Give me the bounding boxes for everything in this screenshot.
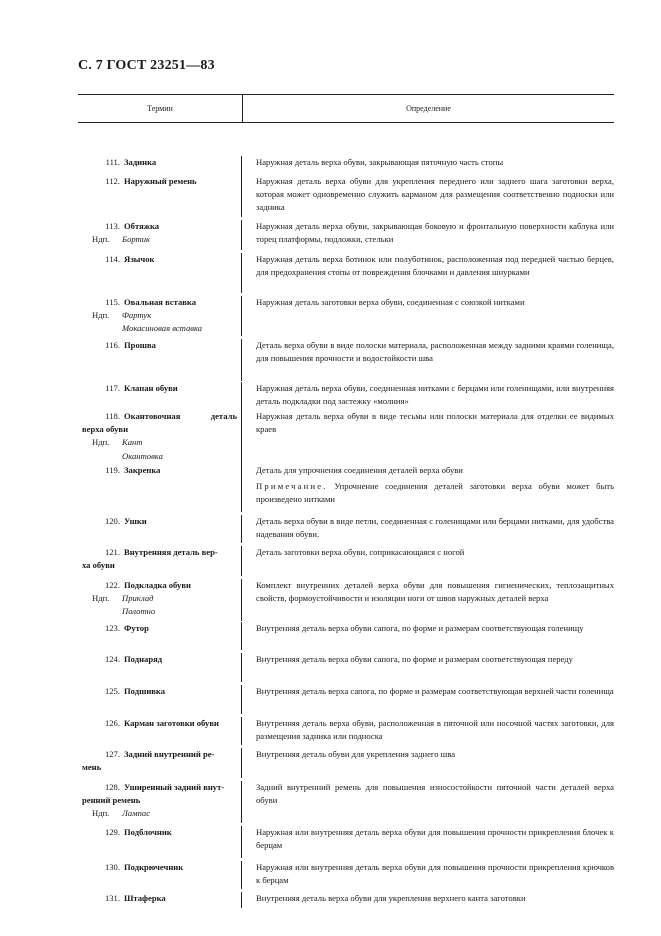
table-row: 117. Клапан обуви Наружная деталь верха обуви, соединенная нитками с берцами или голенищами, или внутренняя деталь подкладки под застежку «молния» bbox=[78, 381, 614, 410]
definition: Наружная деталь заготовки верха обуви, соединенная с союзкой нитками bbox=[256, 297, 525, 307]
table-row: 122. Подкладка обуви Ндп. Приклад Полотно Комплект внутренних деталей верха обуви для повышения гигиенических, теплозащитных свойств, формоустойчивости и изоляции ноги от швов наружных деталей верха bbox=[78, 576, 614, 621]
definition: Деталь верха обуви в виде полоски материала, расположенная между задними краями голенища, для повышения прочности и водостойкости шва bbox=[256, 340, 614, 364]
term: Окантовочная bbox=[124, 411, 181, 421]
definition: Внутренняя деталь верха обуви для укрепления верхнего канта заготовки bbox=[256, 893, 526, 903]
page-header: С. 7 ГОСТ 23251—83 bbox=[78, 58, 215, 73]
table-header-row bbox=[78, 94, 614, 123]
term: Обтяжка bbox=[124, 221, 160, 231]
definition: Внутренняя деталь обуви для укрепления заднего шва bbox=[256, 749, 456, 759]
table-row: 119. Закрепка Деталь для упрочнения соединения деталей верха обуви Примечание. Упрочнение соединения деталей заготовки верха обуви может быть произведено нитками bbox=[78, 464, 614, 512]
table-row: 124. Поднаряд Внутренняя деталь верха обуви сапога, по форме и размерам соответствующая переду bbox=[78, 650, 614, 682]
term-continuation: ренний ремень bbox=[82, 795, 141, 806]
non-recommended-synonym: Ндп. Кант bbox=[92, 437, 143, 448]
term: Овальная вставка bbox=[124, 297, 197, 307]
term: Штаферка bbox=[124, 893, 166, 903]
term: Футор bbox=[124, 623, 149, 633]
non-recommended-synonym: Мокасиновая вставка bbox=[122, 323, 203, 334]
table-row: 111. Задинка Наружная деталь верха обуви, закрывающая пяточную часть стопы bbox=[78, 123, 614, 175]
table-row: 125. Подшивка Внутренняя деталь верха сапога, по форме и размерам соответствующая верхней части голенища bbox=[78, 682, 614, 714]
non-recommended-synonym: Ндп. Лампас bbox=[92, 808, 151, 819]
table-row: 128. Уширенный задний внут- ренний ремень Ндп. Лампас Задний внутренний ремень для повышения износостойкости пяточной части деталей верха обуви bbox=[78, 778, 614, 823]
term: Закрепка bbox=[124, 465, 161, 475]
definition: Внутренняя деталь верха обуви, расположенная в пяточной или носочной частях заготовки, для размещения задника или подноска bbox=[256, 718, 614, 742]
table-row: 123. Футор Внутренняя деталь верха обуви сапога, по форме и размерам соответствующая голенищу bbox=[78, 621, 614, 650]
column-header-term: Термин bbox=[78, 95, 243, 122]
table-row: 130. Подкрючечник Наружная или внутренняя деталь верха обуви для повышения прочности прикрепления крючков к берцам bbox=[78, 858, 614, 889]
column-header-definition: Определение bbox=[406, 104, 451, 113]
term: Задний внутренний ре- bbox=[124, 749, 215, 759]
term: Прошва bbox=[124, 340, 156, 350]
definition: Внутренняя деталь верха обуви сапога, по форме и размерам соответствующая переду bbox=[256, 654, 573, 664]
definition: Наружная деталь верха обуви для укрепления переднего или заднего шага заготовки верха, которая может одновременно служить карманом для размещения соответственно подноски или задника bbox=[256, 176, 614, 213]
terms-table bbox=[78, 94, 614, 908]
note: Примечание. Упрочнение соединения деталей заготовки верха обуви может быть произведено нитками bbox=[256, 481, 614, 505]
definition: Наружная деталь верха обуви, закрывающая боковую и фронтальную поверхности каблука или торец платформы, подложки, стельки bbox=[256, 221, 614, 245]
term: Задинка bbox=[124, 157, 157, 167]
table-row: 112. Наружный ремень Наружная деталь верха обуви для укрепления переднего или заднего шага заготовки верха, которая может одновременно служить карманом для размещения соответственно подноски или задника bbox=[78, 175, 614, 217]
definition: Внутренняя деталь верха сапога, по форме и размерам соответствующая верхней части голенища bbox=[256, 686, 614, 696]
definition: Наружная деталь верха ботинок или полуботинок, расположенная под передней частью берцев, для предохранения стопы от повреждения блочками и давления шнурками bbox=[256, 254, 614, 278]
table-row: 118. Окантовочная деталь верха обуви Ндп. Кант Окантовка Наружная деталь верха обуви в виде тесьмы или полоски материала для отделки ее видимых краев bbox=[78, 410, 614, 464]
term: Карман заготовки обуви bbox=[124, 718, 219, 728]
term: Подкладка обуви bbox=[124, 580, 191, 590]
table-row: 113. Обтяжка Ндп. Бортик Наружная деталь верха обуви, закрывающая боковую и фронтальную поверхности каблука или торец платформы, подложки, стельки bbox=[78, 217, 614, 250]
definition: Деталь верха обуви в виде петли, соединенная с голенищами или берцами нитками, для удобства надевания обуви. bbox=[256, 516, 614, 540]
definition: Комплект внутренних деталей верха обуви для повышения гигиенических, теплозащитных свойств, формоустойчивости и изоляции ноги от швов наружных деталей верха bbox=[256, 580, 614, 604]
definition: Наружная или внутренняя деталь верха обуви для повышения прочности прикрепления блочек к берцам bbox=[256, 827, 614, 851]
definition: Деталь для упрочнения соединения деталей верха обуви bbox=[256, 465, 463, 475]
term: Ушки bbox=[124, 516, 147, 526]
definition: Наружная деталь верха обуви в виде тесьмы или полоски материала для отделки ее видимых краев bbox=[256, 411, 614, 435]
definition: Внутренняя деталь верха обуви сапога, по форме и размерам соответствующая голенищу bbox=[256, 623, 584, 633]
table-row: 127. Задний внутренний ре- мень Внутренняя деталь обуви для укрепления заднего шва bbox=[78, 745, 614, 778]
table-row: 129. Подблочник Наружная или внутренняя деталь верха обуви для повышения прочности прикрепления блочек к берцам bbox=[78, 823, 614, 858]
term-continuation: мень bbox=[82, 762, 102, 773]
non-recommended-synonym: Полотно bbox=[122, 606, 156, 617]
non-recommended-synonym: Ндп. Фартук bbox=[92, 310, 152, 321]
term: Язычок bbox=[124, 254, 155, 264]
non-recommended-synonym: Ндп. Приклад bbox=[92, 593, 154, 604]
term-continuation: верха обуви bbox=[82, 424, 129, 435]
term: Подкрючечник bbox=[124, 862, 184, 872]
term: Клапан обуви bbox=[124, 383, 178, 393]
definition: Наружная деталь верха обуви, соединенная нитками с берцами или голенищами, или внутренняя деталь подкладки под застежку «молния» bbox=[256, 383, 614, 407]
definition: Задний внутренний ремень для повышения износостойкости пяточной части деталей верха обуви bbox=[256, 782, 614, 806]
table-row: 114. Язычок Наружная деталь верха ботинок или полуботинок, расположенная под передней частью берцев, для предохранения стопы от повреждения блочками и давления шнурками bbox=[78, 250, 614, 293]
non-recommended-synonym: Ндп. Бортик bbox=[92, 234, 151, 245]
term: Внутренняя деталь вер- bbox=[124, 547, 218, 557]
term: Поднаряд bbox=[124, 654, 163, 664]
table-row: 131. Штаферка Внутренняя деталь верха обуви для укрепления верхнего канта заготовки bbox=[78, 889, 614, 908]
table-row: 116. Прошва Деталь верха обуви в виде полоски материала, расположенная между задними краями голенища, для повышения прочности и водостойкости шва bbox=[78, 336, 614, 381]
term: Подблочник bbox=[124, 827, 172, 837]
definition: Наружная или внутренняя деталь верха обуви для повышения прочности прикрепления крючков к берцам bbox=[256, 862, 614, 886]
table-row: 120. Ушки Деталь верха обуви в виде петли, соединенная с голенищами или берцами нитками, для удобства надевания обуви. bbox=[78, 512, 614, 543]
term-continuation: ха обуви bbox=[82, 560, 115, 571]
table-row: 121. Внутренняя деталь вер- ха обуви Деталь заготовки верха обуви, соприкасающаяся с ногой bbox=[78, 543, 614, 576]
term: Подшивка bbox=[124, 686, 166, 696]
term: Наружный ремень bbox=[124, 176, 197, 186]
table-row: 115. Овальная вставка Ндп. Фартук Мокасиновая вставка Наружная деталь заготовки верха обуви, соединенная с союзкой нитками bbox=[78, 293, 614, 336]
definition: Деталь заготовки верха обуви, соприкасающаяся с ногой bbox=[256, 547, 465, 557]
non-recommended-synonym: Окантовка bbox=[122, 450, 163, 461]
table-row: 126. Карман заготовки обуви Внутренняя деталь верха обуви, расположенная в пяточной или носочной частях заготовки, для размещения задника или подноска bbox=[78, 714, 614, 745]
term: Уширенный задний внут- bbox=[124, 782, 225, 792]
definition: Наружная деталь верха обуви, закрывающая пяточную часть стопы bbox=[256, 157, 504, 167]
